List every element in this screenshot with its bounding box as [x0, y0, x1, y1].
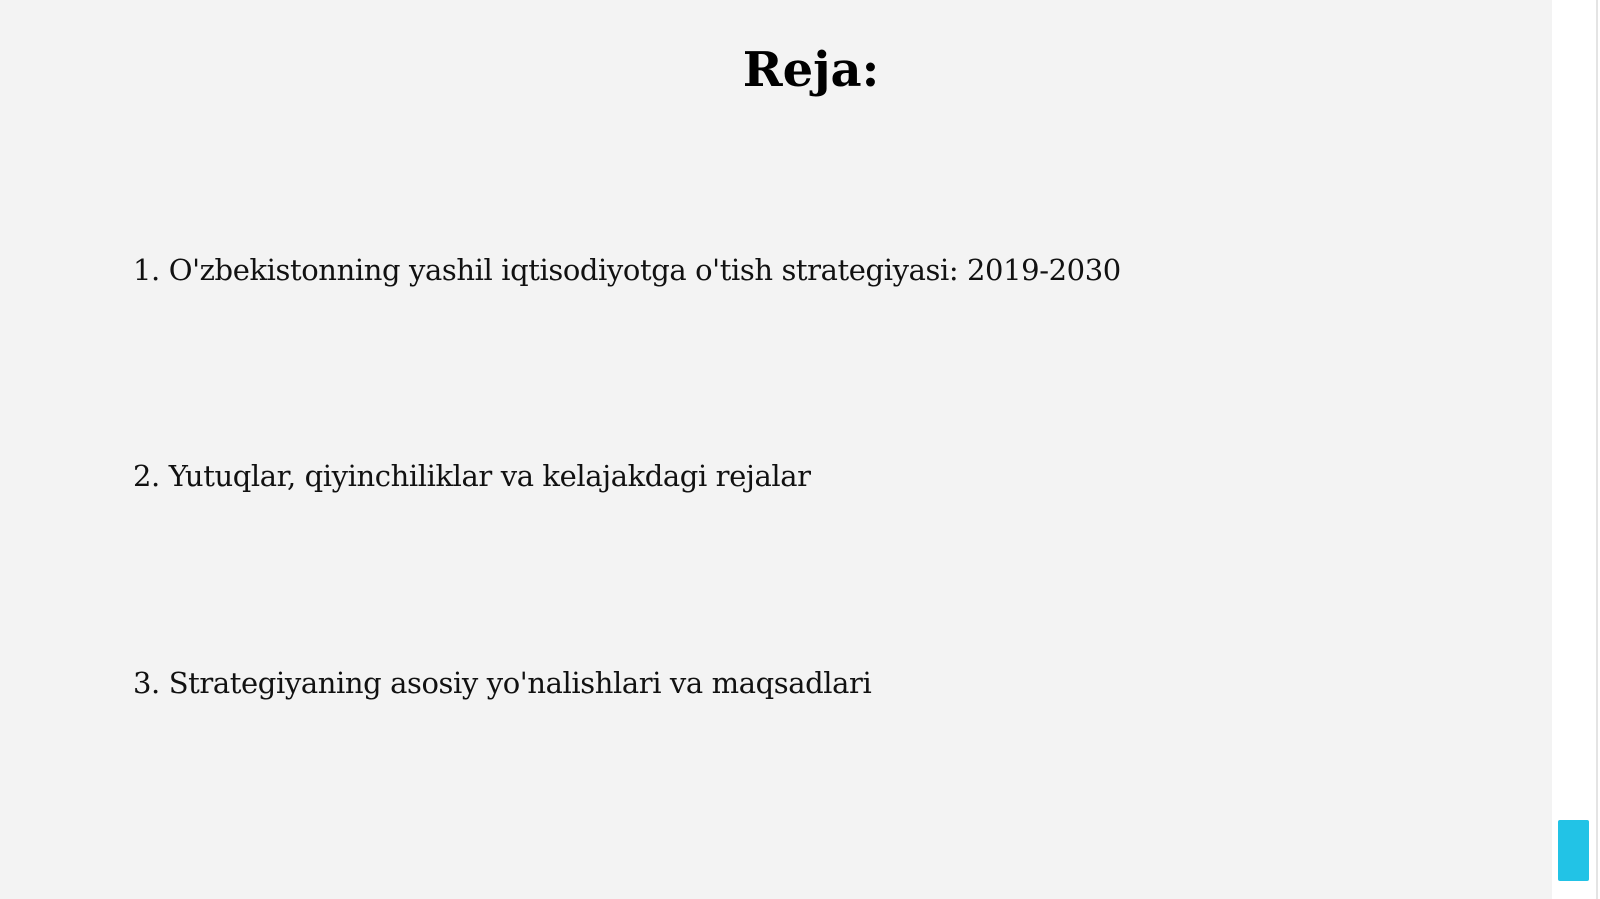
- plan-item-text: Yutuqlar, qiyinchiliklar va kelajakdagi rejalar: [168, 459, 811, 493]
- plan-item-text: Strategiyaning asosiy yo'nalishlari va maqsadlari: [168, 666, 872, 700]
- plan-item-number: 2.: [133, 459, 160, 493]
- side-panel: [1552, 0, 1600, 899]
- plan-item-number: 1.: [133, 253, 160, 287]
- side-panel-divider: [1596, 0, 1598, 899]
- plan-item-2: [133, 458, 811, 494]
- plan-item-3: [133, 665, 871, 701]
- plan-item-text: O'zbekistonning yashil iqtisodiyotga o'tish strategiyasi: 2019-2030: [168, 253, 1121, 287]
- plan-item-number: 3.: [133, 666, 160, 700]
- slide-title: Reja:: [742, 42, 880, 98]
- cyan-tab-marker-icon[interactable]: [1558, 820, 1589, 881]
- plan-item-1: [133, 252, 1121, 288]
